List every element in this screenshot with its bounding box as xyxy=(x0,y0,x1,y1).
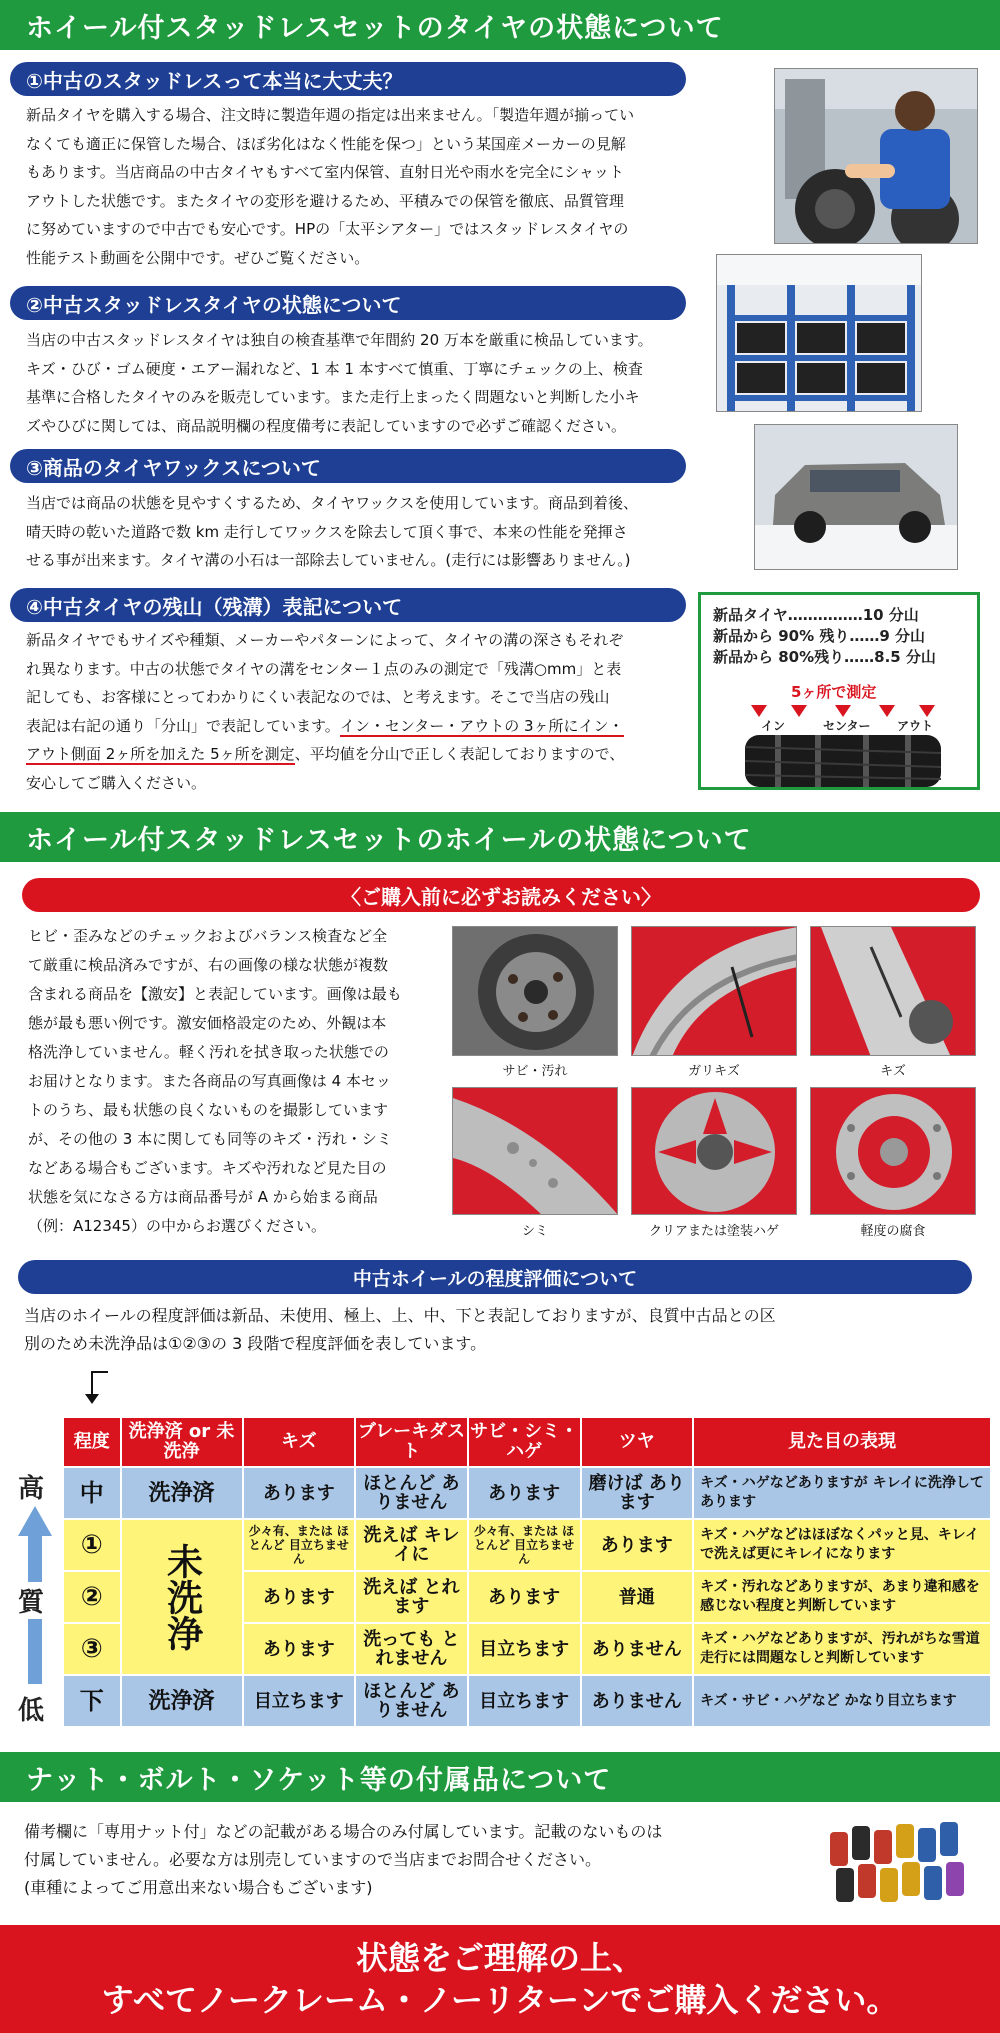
wheel-line: 含まれる商品を【激安】と表記しています。画像は最も xyxy=(28,985,402,1003)
q4-line: 新品タイヤでもサイズや種類、メーカーやパターンによって、タイヤの溝の深さもそれぞ xyxy=(26,631,624,649)
gloss-cell: ありません xyxy=(581,1675,694,1727)
unwashed-cell: 未洗浄 xyxy=(121,1519,243,1675)
q3-line: 晴天時の乾いた道路で数 km 走行してワックスを除去して頂く事で、本来の性能を発揮さ xyxy=(26,522,628,541)
caption-corrosion: 軽度の腐食 xyxy=(860,1224,926,1239)
corner-arrow-icon xyxy=(80,1370,110,1406)
q4-line: 安心してご購入ください。 xyxy=(26,773,207,792)
wheel-photo-scratch xyxy=(810,926,976,1056)
q1-body xyxy=(26,101,706,272)
wheel-photo-corrosion xyxy=(810,1087,976,1215)
gloss-cell: ありません xyxy=(581,1623,694,1675)
rust-cell: あります xyxy=(468,1467,581,1519)
accessories-title: ナット・ボルト・ソケット等の付属品について xyxy=(26,1764,612,1796)
q3-heading: ③商品のタイヤワックスについて xyxy=(10,449,686,483)
wheel-line: 格洗浄していません。軽く汚れを拭き取った状態での xyxy=(28,1043,389,1061)
caption-peeling: クリアまたは塗装ハゲ xyxy=(648,1224,779,1239)
q1-line: なくても適正に保管した場合、ほぼ劣化はなく性能を保つ」という某国産メーカーの見解 xyxy=(26,134,626,153)
header-wash: 洗浄済 or 未洗浄 xyxy=(121,1417,243,1467)
tire-section-banner xyxy=(0,0,1000,50)
scratch-cell: あります xyxy=(243,1467,356,1519)
wheel-line: 状態を気になさる方は商品番号が A から始まる商品 xyxy=(28,1188,378,1206)
q4-line: 、平均値を分山で正しく表記しておりますので、 xyxy=(294,745,625,763)
scratch-cell: 少々有、または ほとんど 目立ちません xyxy=(243,1519,356,1571)
scratch-cell: 目立ちます xyxy=(243,1675,356,1727)
wash-cell: 洗浄済 xyxy=(121,1467,243,1519)
q4-underline-1: イン・センター・アウトの 3ヶ所にイン・ xyxy=(339,716,624,735)
q3-line: 当店では商品の状態を見やすくするため、タイヤワックスを使用しています。商品到着後、 xyxy=(26,494,639,512)
appearance-cell: キズ・ハゲなどはほぼなくパッと見、キレイで洗えば更にキレイになります xyxy=(693,1519,991,1571)
tread-row: 新品から 90% 残り……9 分山 xyxy=(713,627,926,645)
q4-line: れ異なります。中古の状態でタイヤの溝をセンター１点のみの測定で「残溝○mm」と表 xyxy=(26,659,622,678)
q4-line: 記しても、お客様にとってわかりにくい表記なのでは、と考えます。そこで当店の残山 xyxy=(26,688,610,706)
wheel-photo-stain xyxy=(452,1087,618,1215)
q2-line: 基準に合格したタイヤのみを販売しています。また走行上まったく問題ないと判断した小キ xyxy=(26,388,640,406)
appearance-cell: キズ・サビ・ハゲなど かなり目立ちます xyxy=(693,1675,991,1727)
tread-info-box xyxy=(698,592,980,790)
grade-cell: ① xyxy=(63,1519,121,1571)
wheel-body xyxy=(28,922,448,1241)
table-row xyxy=(63,1675,991,1727)
accessories-body xyxy=(24,1818,814,1902)
appearance-cell: キズ・汚れなどありますが、あまり違和感を感じない程度と判断しています xyxy=(693,1571,991,1623)
grading-heading: 中古ホイールの程度評価について xyxy=(18,1260,972,1294)
q4-underline-2: アウト側面 2ヶ所を加えた 5ヶ所を測定 xyxy=(26,745,295,763)
grading-table xyxy=(62,1416,992,1728)
caption-scratch: キズ xyxy=(880,1064,906,1079)
wheel-photo-peeling xyxy=(631,1087,797,1215)
header-scratch: キズ xyxy=(243,1417,356,1467)
q3-line: せる事が出来ます。タイヤ溝の小石は一部除去していません。(走行には影響ありません。) xyxy=(26,551,631,569)
wheel-line: トのうち、最も状態の良くないものを撮影しています xyxy=(28,1101,389,1119)
caption-curb-rash: ガリキズ xyxy=(688,1064,740,1079)
footer-line-2: すべてノークレーム・ノーリターンでご購入ください。 xyxy=(101,1981,899,2019)
grade-cell: 下 xyxy=(63,1675,121,1727)
header-grade: 程度 xyxy=(63,1417,121,1467)
q1-line: アウトした状態です。またタイヤの変形を避けるため、平積みでの保管を徹底、品質管理 xyxy=(26,191,624,210)
tread-table xyxy=(713,605,936,668)
accessories-line: 備考欄に「専用ナット付」などの記載がある場合のみ付属しています。記載のないものは xyxy=(24,1822,663,1841)
measure-label: 5ヶ所で測定 xyxy=(791,683,877,701)
table-row xyxy=(63,1519,991,1571)
label-in: イン xyxy=(761,719,786,733)
tread-row: 新品タイヤ……………10 分山 xyxy=(713,606,919,624)
rust-cell: 目立ちます xyxy=(468,1675,581,1727)
appearance-cell: キズ・ハゲなどありますが、汚れがちな雪道走行には問題なしと判断しています xyxy=(693,1623,991,1675)
q3-body xyxy=(26,489,726,575)
header-appearance: 見た目の表現 xyxy=(693,1417,991,1467)
worker-photo xyxy=(774,68,978,244)
footer-line-1: 状態をご理解の上、 xyxy=(355,1939,644,1977)
q2-line: キズ・ひび・ゴム硬度・エアー漏れなど、1 本 1 本すべて慎重、丁寧にチェックの上、検査 xyxy=(26,359,643,378)
footer-banner xyxy=(0,1925,1000,2033)
wheel-photo-rust xyxy=(452,926,618,1056)
grading-header-row xyxy=(63,1417,991,1467)
q1-line: 新品タイヤを購入する場合、注文時に製造年週の指定は出来ません。「製造年週が揃ってい xyxy=(26,106,635,124)
snow-car-photo xyxy=(754,424,958,570)
label-center: センター xyxy=(823,719,871,733)
accessories-line: 付属していません。必要な方は別売していますので当店までお問合せください。 xyxy=(24,1850,601,1869)
axis-high-label: 高 xyxy=(18,1474,45,1504)
tire-tread-icon xyxy=(745,735,941,787)
accessories-line: (車種によってご用意出来ない場合もございます) xyxy=(24,1878,373,1897)
q2-body xyxy=(26,326,716,440)
wheel-line: お届けとなります。また各商品の写真画像は 4 本セッ xyxy=(28,1072,391,1090)
scratch-cell: あります xyxy=(243,1571,356,1623)
brake-cell: ほとんど ありません xyxy=(355,1467,468,1519)
wash-cell: 洗浄済 xyxy=(121,1675,243,1727)
rust-cell: 少々有、または ほとんど 目立ちません xyxy=(468,1519,581,1571)
q1-line: 性能テスト動画を公開中です。ぜひご覧ください。 xyxy=(26,248,370,267)
grading-line: 別のため未洗浄品は①②③の 3 段階で程度評価を表しています。 xyxy=(24,1334,487,1353)
warehouse-photo xyxy=(716,254,922,412)
q1-heading: ①中古のスタッドレスって本当に大丈夫？ xyxy=(10,62,686,96)
axis-low-label: 低 xyxy=(18,1696,45,1726)
header-gloss: ツヤ xyxy=(581,1417,694,1467)
caption-stain: シミ xyxy=(521,1224,548,1239)
grading-body xyxy=(24,1302,984,1358)
brake-cell: 洗えば とれます xyxy=(355,1571,468,1623)
label-out: アウト xyxy=(897,719,934,733)
wheel-section-title: ホイール付スタッドレスセットのホイールの状態について xyxy=(26,824,752,856)
wheel-line: （例：A12345）の中からお選びください。 xyxy=(28,1217,326,1235)
wheel-line: などある場合もございます。キズや汚れなど見た目の xyxy=(28,1159,387,1177)
q2-line: ズやひびに関しては、商品説明欄の程度備考に表記していますので必ずご確認ください。 xyxy=(26,416,627,435)
header-brake-dust: ブレーキダスト xyxy=(355,1417,468,1467)
rust-cell: 目立ちます xyxy=(468,1623,581,1675)
wheel-line: が、その他の 3 本に関しても同等のキズ・汚れ・シミ xyxy=(28,1130,392,1148)
accessories-banner xyxy=(0,1752,1000,1802)
wheel-line: 態が最も悪い例です。激安価格設定のため、外観は本 xyxy=(28,1014,387,1032)
tread-row: 新品から 80%残り……8.5 分山 xyxy=(713,648,936,666)
lug-nuts-photo xyxy=(822,1812,976,1912)
wheel-line: ヒビ・歪みなどのチェックおよびバランス検査など全 xyxy=(28,927,388,945)
brake-cell: 洗っても とれません xyxy=(355,1623,468,1675)
gloss-cell: 普通 xyxy=(581,1571,694,1623)
grade-cell: ② xyxy=(63,1571,121,1623)
wheel-line: て厳重に検品済みですが、右の画像の様な状態が複数 xyxy=(28,956,389,974)
q2-heading: ②中古スタッドレスタイヤの状態について xyxy=(10,286,686,320)
q4-heading: ④中古タイヤの残山（残溝）表記について xyxy=(10,588,686,622)
grading-line: 当店のホイールの程度評価は新品、未使用、極上、上、中、下と表記しておりますが、良質中古品との区 xyxy=(24,1306,776,1325)
gloss-cell: 磨けば あります xyxy=(581,1467,694,1519)
q2-line: 当店の中古スタッドレスタイヤは独自の検査基準で年間約 20 万本を厳重に検品しています。 xyxy=(26,331,653,349)
gloss-cell: あります xyxy=(581,1519,694,1571)
brake-cell: 洗えば キレイに xyxy=(355,1519,468,1571)
appearance-cell: キズ・ハゲなどありますが キレイに洗浄してあります xyxy=(693,1467,991,1519)
wheel-section-banner xyxy=(0,812,1000,862)
q1-line: に努めていますので中古でも安心です。HPの「太平シアター」ではスタッドレスタイヤの xyxy=(26,220,629,238)
grade-cell: 中 xyxy=(63,1467,121,1519)
wheel-photo-curb-rash xyxy=(631,926,797,1056)
caption-rust: サビ・汚れ xyxy=(502,1064,568,1079)
tire-section-title: ホイール付スタッドレスセットのタイヤの状態について xyxy=(26,12,724,44)
grade-cell: ③ xyxy=(63,1623,121,1675)
header-rust: サビ・シミ・ハゲ xyxy=(468,1417,581,1467)
scratch-cell: あります xyxy=(243,1623,356,1675)
q4-body xyxy=(26,626,686,797)
brake-cell: ほとんど ありません xyxy=(355,1675,468,1727)
rust-cell: あります xyxy=(468,1571,581,1623)
q4-line: 表記は右記の通り「分山」で表記しています。 xyxy=(26,716,340,735)
q1-line: もあります。当店商品の中古タイヤもすべて室内保管、直射日光や雨水を完全にシャット xyxy=(26,163,624,181)
must-read-notice: 〈ご購入前に必ずお読みください〉 xyxy=(22,878,980,912)
table-row xyxy=(63,1467,991,1519)
axis-mid-label: 質 xyxy=(18,1582,44,1619)
